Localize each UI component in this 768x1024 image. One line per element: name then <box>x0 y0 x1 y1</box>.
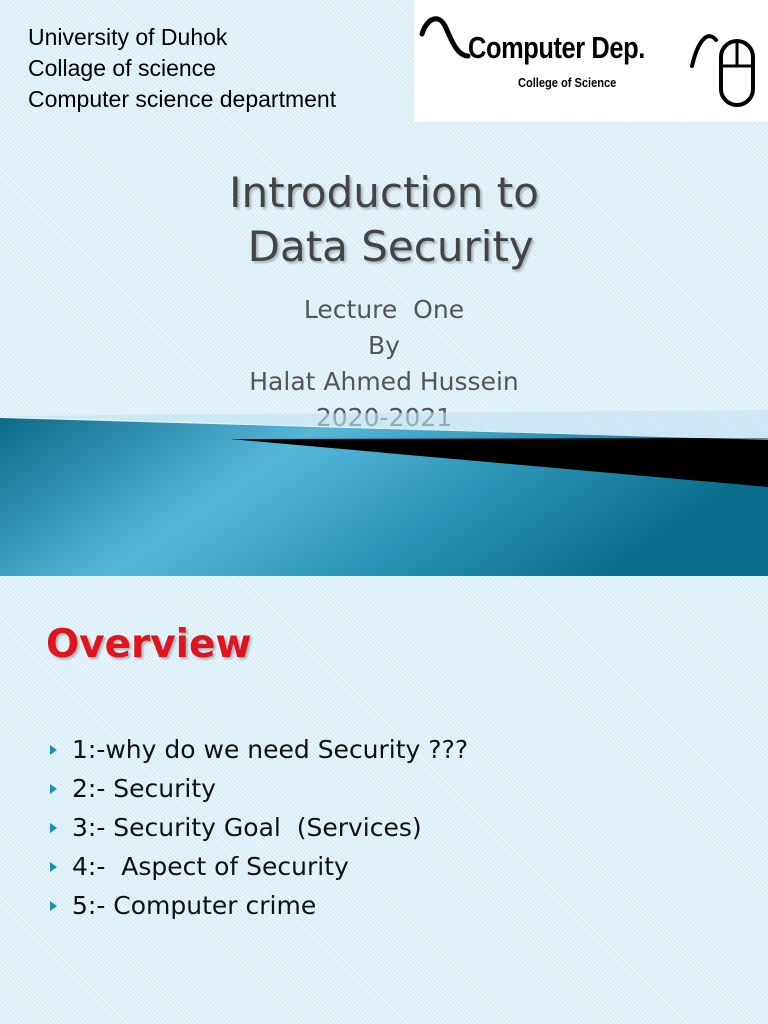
title-line-1: Introduction to <box>229 168 539 217</box>
lecture-number: Lecture One <box>303 295 465 324</box>
bullet-arrow-icon <box>50 862 57 872</box>
title-line-2: Data Security <box>234 222 534 271</box>
bullet-arrow-icon <box>50 784 57 794</box>
institution-block <box>28 22 336 115</box>
mouse-icon <box>718 38 758 110</box>
list-item-text: 1:-why do we need Security ??? <box>72 735 469 764</box>
university-name: University of Duhok <box>28 24 228 50</box>
list-item <box>48 769 468 808</box>
logo-title: Computer Dep. <box>468 30 645 65</box>
bullet-arrow-icon <box>50 823 57 833</box>
bullet-arrow-icon <box>50 901 57 911</box>
author-name: Halat Ahmed Hussein <box>249 367 519 396</box>
college-name: Collage of science <box>28 55 216 81</box>
list-item-text: 2:- Security <box>72 774 216 803</box>
list-item-text: 3:- Security Goal (Services) <box>72 813 422 842</box>
list-item <box>48 730 468 769</box>
slide-title <box>0 166 768 274</box>
list-item <box>48 808 468 847</box>
list-item-text: 4:- Aspect of Security <box>72 852 349 881</box>
list-item <box>48 847 468 886</box>
list-item <box>48 886 468 925</box>
logo-subtitle: College of Science <box>518 75 617 90</box>
decorative-band <box>0 410 768 576</box>
list-item-text: 5:- Computer crime <box>72 891 317 920</box>
bullet-arrow-icon <box>50 745 57 755</box>
department-logo <box>414 0 768 122</box>
department-name: Computer science department <box>28 86 337 112</box>
overview-heading: Overview <box>46 622 252 667</box>
overview-list <box>48 730 468 925</box>
by-label: By <box>368 331 400 360</box>
